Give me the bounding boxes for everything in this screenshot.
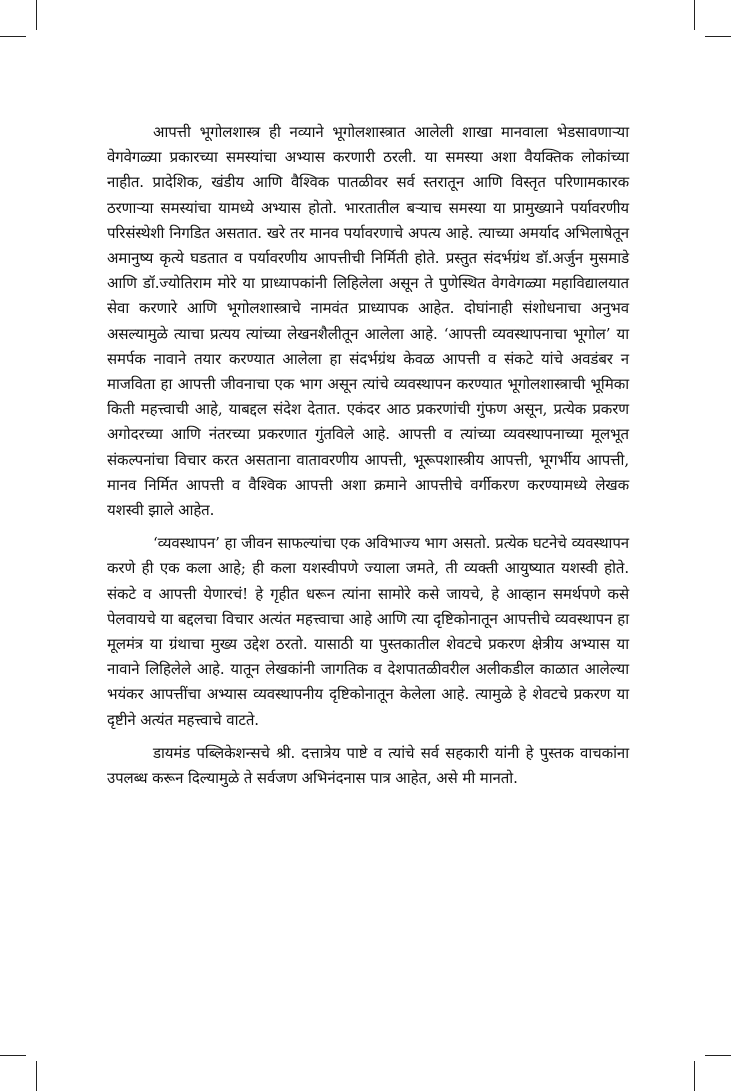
crop-mark-top-left-horizontal (0, 36, 26, 37)
crop-mark-top-right-vertical (694, 0, 695, 30)
page-text-block (107, 120, 629, 799)
crop-mark-top-left-vertical (36, 0, 37, 30)
crop-mark-bottom-right-vertical (694, 1061, 695, 1091)
crop-mark-bottom-left-vertical (36, 1061, 37, 1091)
paragraph-acknowledgement: डायमंड पब्लिकेशन्सचे श्री. दत्तात्रेय पाष्टे व त्यांचे सर्व सहकारी यांनी हे पुस्तक वाचकांना उपलब्ध करून दिल्यामुळे ते सर्वजण अभिनंदनास पात्र आहेत, असे मी मानतो. (107, 743, 629, 788)
crop-mark-bottom-left-horizontal (0, 1055, 26, 1056)
paragraph-management: ‘व्यवस्थापन’ हा जीवन साफल्यांचा एक अविभाज्य भाग असतो. प्रत्येक घटनेचे व्यवस्थापन करणे ही एक कला आहे; ही कला यशस्वीपणे ज्याला जमते, ती व्यक्ती आयुष्यात यशस्वी होते. संकटे व आपत्ती येणारचं! हे गृहीत धरून त्यांना सामोरे कसे जायचे, हे आव्हान समर्थपणे कसे पेलवायचे या बद्दलचा विचार अत्यंत महत्त्वाचा आहे आणि त्या दृष्टिकोनातून आपत्तीचे व्यवस्थापन हा मूलमंत्र या ग्रंथाचा मुख्य उद्देश ठरतो. यासाठी या पुस्तकातील शेवटचे प्रकरण क्षेत्रीय अभ्यास या नावाने लिहिलेले आहे. यातून लेखकांनी जागतिक व देशपातळीवरील अलीकडील काळात आलेल्या भयंकर आपत्तींचा अभ्यास व्यवस्थापनीय दृष्टिकोनातून केलेला आहे. त्यामुळे हे शेवटचे प्रकरण या दृष्टीने अत्यंत महत्त्वाचे वाटते. (107, 534, 629, 729)
crop-mark-top-right-horizontal (705, 36, 731, 37)
paragraph-disaster-geography: आपत्ती भूगोलशास्त्र ही नव्याने भूगोलशास्त्रात आलेली शाखा मानवाला भेडसावणाऱ्या वेगवेगळ्या प्रकारच्या समस्यांचा अभ्यास करणारी ठरली. या समस्या अशा वैयक्तिक लोकांच्या नाहीत. प्रादेशिक, खंडीय आणि वैश्विक पातळीवर सर्व स्तरातून आणि विस्तृत परिणामकारक ठरणाऱ्या समस्यांचा यामध्ये अभ्यास होतो. भारतातील बऱ्याच समस्या या प्रामुख्याने पर्यावरणीय परिसंस्थेशी निगडित असतात. खरे तर मानव पर्यावरणाचे अपत्य आहे. त्याच्या अमर्याद अभिलाषेतून अमानुष्य कृत्ये घडतात व पर्यावरणीय आपत्तीची निर्मिती होते. प्रस्तुत संदर्भग्रंथ डॉ.अर्जुन मुसमाडे आणि डॉ.ज्योतिराम मोरे या प्राध्यापकांनी लिहिलेला असून ते पुणेस्थित वेगवेगळ्या महाविद्यालयात सेवा करणारे आणि भूगोलशास्त्राचे नामवंत प्राध्यापक आहेत. दोघांनाही संशोधनाचा अनुभव असल्यामुळे त्याचा प्रत्यय त्यांच्या लेखनशैलीतून आलेला आहे. ‘आपत्ती व्यवस्थापनाचा भूगोल’ या समर्पक नावाने तयार करण्यात आलेला हा संदर्भग्रंथ केवळ आपत्ती व संकटे यांचे अवडंबर न माजविता हा आपत्ती जीवनाचा एक भाग असून त्यांचे व्यवस्थापन करण्यात भूगोलशास्त्राची भूमिका किती महत्त्वाची आहे, याबद्दल संदेश देतात. एकंदर आठ प्रकरणांची गुंफण असून, प्रत्येक प्रकरण अगोदरच्या आणि नंतरच्या प्रकरणात गुंतविले आहे. आपत्ती व त्यांच्या व्यवस्थापनाच्या मूलभूत संकल्पनांचा विचार करत असताना वातावरणीय आपत्ती, भूरूपशास्त्रीय आपत्ती, भूगर्भीय आपत्ती, मानव निर्मित आपत्ती व वैश्विक आपत्ती अशा क्रमाने आपत्तीचे वर्गीकरण करण्यामध्ये लेखक यशस्वी झाले आहेत. (107, 123, 629, 520)
crop-mark-bottom-right-horizontal (705, 1055, 731, 1056)
